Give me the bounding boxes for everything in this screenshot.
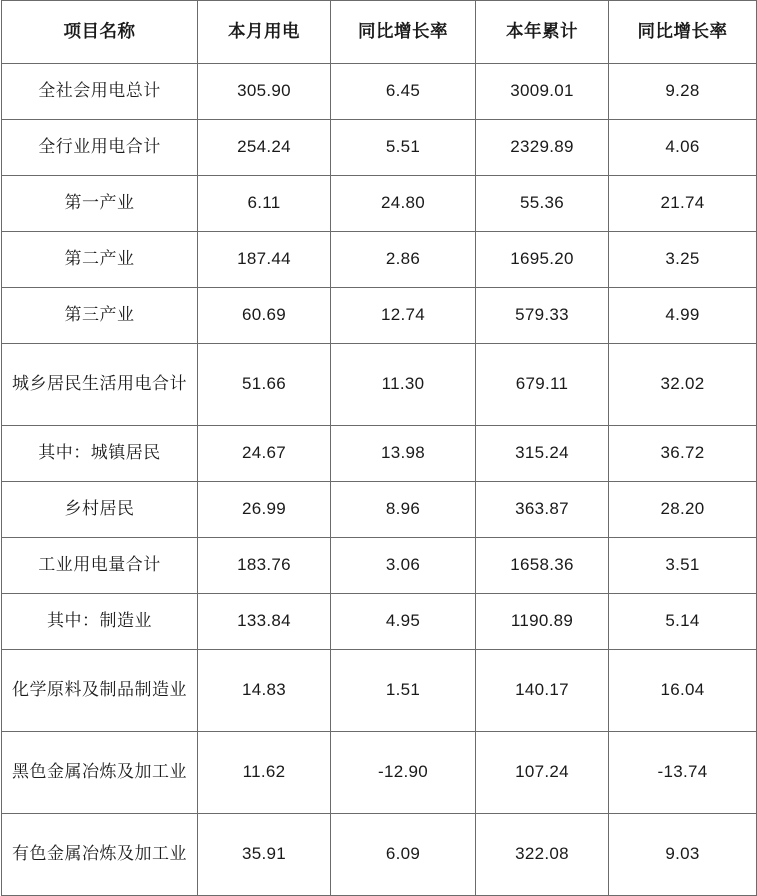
row-value: 36.72 [609, 426, 757, 482]
row-label: 化学原料及制品制造业 [2, 650, 198, 732]
row-value: 11.30 [331, 344, 476, 426]
row-value: 2.86 [331, 232, 476, 288]
row-value: 28.20 [609, 482, 757, 538]
row-value: 107.24 [476, 732, 609, 814]
table-row [2, 426, 757, 482]
row-value: 322.08 [476, 814, 609, 896]
row-value: 6.45 [331, 64, 476, 120]
table-row [2, 594, 757, 650]
column-header-month-usage: 本月用电 [198, 1, 331, 64]
row-value: 315.24 [476, 426, 609, 482]
row-label: 乡村居民 [2, 482, 198, 538]
table-row [2, 482, 757, 538]
row-value: 4.06 [609, 120, 757, 176]
column-header-month-growth-rate: 同比增长率 [331, 1, 476, 64]
row-value: 13.98 [331, 426, 476, 482]
row-value: 60.69 [198, 288, 331, 344]
row-value: 3009.01 [476, 64, 609, 120]
electricity-consumption-table [1, 0, 757, 896]
table-body [2, 64, 757, 896]
row-value: 140.17 [476, 650, 609, 732]
table-row [2, 232, 757, 288]
row-value: 5.14 [609, 594, 757, 650]
table-row [2, 120, 757, 176]
table-row [2, 344, 757, 426]
row-value: 254.24 [198, 120, 331, 176]
row-value: 11.62 [198, 732, 331, 814]
row-value: 21.74 [609, 176, 757, 232]
row-value: 9.28 [609, 64, 757, 120]
row-value: 3.51 [609, 538, 757, 594]
row-label: 城乡居民生活用电合计 [2, 344, 198, 426]
row-label: 工业用电量合计 [2, 538, 198, 594]
row-label: 全社会用电总计 [2, 64, 198, 120]
row-value: 1658.36 [476, 538, 609, 594]
row-label: 黑色金属冶炼及加工业 [2, 732, 198, 814]
table-row [2, 814, 757, 896]
row-value: 4.99 [609, 288, 757, 344]
row-label: 第三产业 [2, 288, 198, 344]
row-value: 3.06 [331, 538, 476, 594]
row-value: 51.66 [198, 344, 331, 426]
row-value: 363.87 [476, 482, 609, 538]
row-label: 有色金属冶炼及加工业 [2, 814, 198, 896]
row-label: 其中：制造业 [2, 594, 198, 650]
row-value: 305.90 [198, 64, 331, 120]
table-row [2, 288, 757, 344]
row-value: 24.67 [198, 426, 331, 482]
row-label: 全行业用电合计 [2, 120, 198, 176]
column-header-project-name: 项目名称 [2, 1, 198, 64]
row-value: -12.90 [331, 732, 476, 814]
row-value: 32.02 [609, 344, 757, 426]
table-header [2, 1, 757, 64]
row-label: 第二产业 [2, 232, 198, 288]
row-value: 1.51 [331, 650, 476, 732]
row-value: 16.04 [609, 650, 757, 732]
table-row [2, 64, 757, 120]
row-label: 第一产业 [2, 176, 198, 232]
row-value: 6.11 [198, 176, 331, 232]
row-value: 2329.89 [476, 120, 609, 176]
row-value: 4.95 [331, 594, 476, 650]
column-header-year-growth-rate: 同比增长率 [609, 1, 757, 64]
row-value: 1695.20 [476, 232, 609, 288]
row-label: 其中：城镇居民 [2, 426, 198, 482]
row-value: 35.91 [198, 814, 331, 896]
row-value: 5.51 [331, 120, 476, 176]
row-value: 1190.89 [476, 594, 609, 650]
column-header-year-cumulative: 本年累计 [476, 1, 609, 64]
row-value: -13.74 [609, 732, 757, 814]
row-value: 3.25 [609, 232, 757, 288]
table-row [2, 650, 757, 732]
row-value: 133.84 [198, 594, 331, 650]
row-value: 9.03 [609, 814, 757, 896]
row-value: 183.76 [198, 538, 331, 594]
row-value: 14.83 [198, 650, 331, 732]
row-value: 26.99 [198, 482, 331, 538]
row-value: 6.09 [331, 814, 476, 896]
row-value: 55.36 [476, 176, 609, 232]
row-value: 187.44 [198, 232, 331, 288]
table-row [2, 176, 757, 232]
table-header-row [2, 1, 757, 64]
table-row [2, 538, 757, 594]
row-value: 8.96 [331, 482, 476, 538]
table-row [2, 732, 757, 814]
row-value: 24.80 [331, 176, 476, 232]
row-value: 12.74 [331, 288, 476, 344]
row-value: 579.33 [476, 288, 609, 344]
row-value: 679.11 [476, 344, 609, 426]
